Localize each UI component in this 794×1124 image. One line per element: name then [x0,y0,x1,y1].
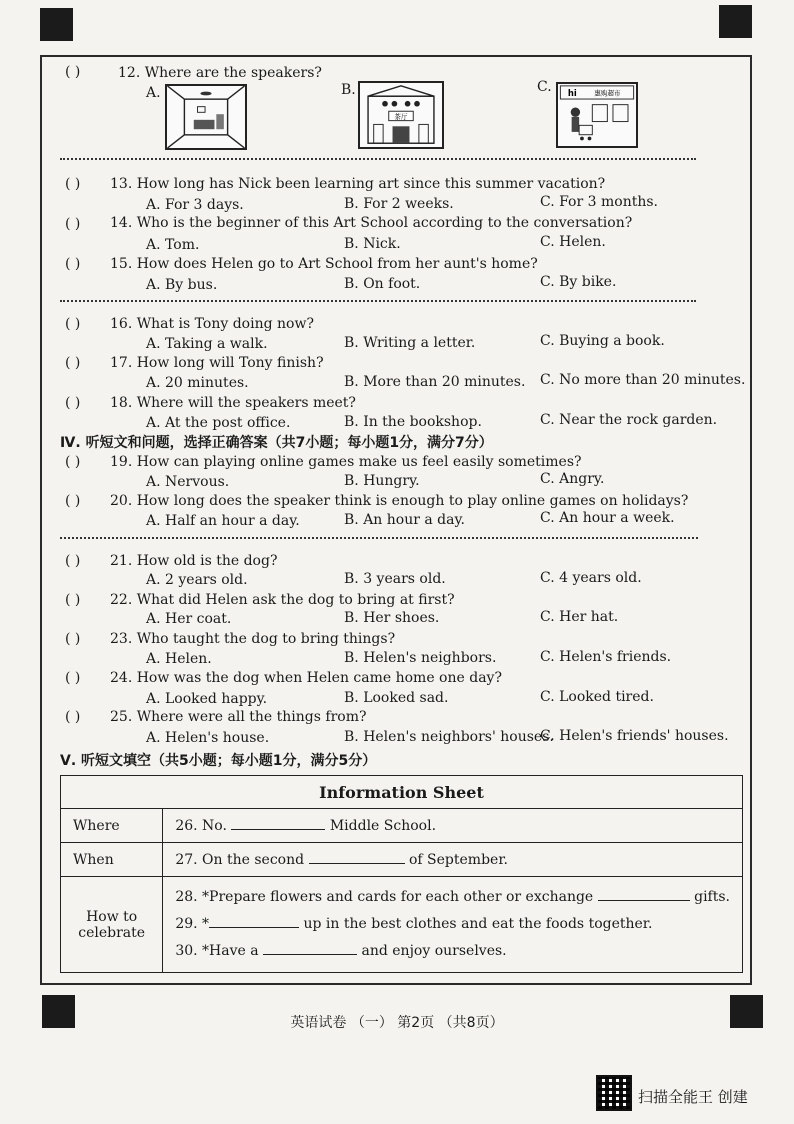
answer-blank-29[interactable] [209,915,299,928]
option-21a: A. 2 years old. [146,572,248,588]
option-16a: A. Taking a walk. [146,336,268,352]
answer-paren[interactable]: ( ) [65,176,81,192]
option-15a: A. By bus. [146,277,218,293]
when-text-a: 27. On the second [175,852,305,868]
question-24: 24. How was the dog when Helen came home one day? [110,670,502,686]
where-answer-cell [163,809,743,843]
option-24a: A. Looked happy. [146,691,268,707]
option-12b: B. [341,82,356,98]
when-text-b: of September. [409,852,508,868]
option-25a: A. Helen's house. [146,730,270,746]
answer-blank-26[interactable] [231,817,325,830]
answer-paren[interactable]: ( ) [65,592,81,608]
option-22a: A. Her coat. [146,611,232,627]
option-25c: C. Helen's friends' houses. [540,728,729,744]
answer-paren[interactable]: ( ) [65,316,81,332]
separator [60,537,698,539]
separator [60,300,696,302]
option-23c: C. Helen's friends. [540,649,672,665]
line-29-text-b: up in the best clothes and eat the foods together. [303,916,653,932]
section-5-heading: Ⅴ. 听短文填空（共5小题；每小题1分，满分5分） [60,753,377,769]
section-4-heading: Ⅳ. 听短文和问题，选择正确答案（共7小题；每小题1分，满分7分） [60,435,493,451]
where-text-b: Middle School. [329,818,437,834]
option-13b: B. For 2 weeks. [344,196,454,212]
restaurant-sign: 茶厅 [394,112,408,121]
option-16b: B. Writing a letter. [344,335,476,351]
option-17b: B. More than 20 minutes. [344,374,526,390]
answer-paren[interactable]: ( ) [65,670,81,686]
scanner-watermark: 扫描全能王 创建 [638,1088,748,1106]
option-18b: B. In the bookshop. [344,414,482,430]
line-29-text-a: 29. * [175,916,210,932]
question-23: 23. Who taught the dog to bring things? [110,631,396,647]
supermarket-logo: hi [567,88,577,99]
option-18c: C. Near the rock garden. [540,412,718,428]
where-label: Where [61,809,163,843]
option-20b: B. An hour a day. [344,512,465,528]
option-23a: A. Helen. [146,651,212,667]
option-18a: A. At the post office. [146,415,291,431]
question-25: 25. Where were all the things from? [110,709,367,725]
registration-mark-top-left [40,8,73,41]
picture-restaurant [358,81,444,149]
option-19a: A. Nervous. [146,474,230,490]
line-28-text-a: 28. *Prepare flowers and cards for each other or exchange [175,889,594,905]
option-20c: C. An hour a week. [540,510,675,526]
answer-paren[interactable]: ( ) [65,493,81,509]
option-16c: C. Buying a book. [540,333,665,349]
question-20: 20. How long does the speaker think is enough to play online games on holidays? [110,493,689,509]
answer-paren[interactable]: ( ) [65,454,81,470]
registration-mark-top-right [719,5,752,38]
option-23b: B. Helen's neighbors. [344,650,497,666]
option-15c: C. By bike. [540,274,617,290]
information-sheet [60,775,743,973]
answer-blank-30[interactable] [263,942,357,955]
question-17: 17. How long will Tony finish? [110,355,324,371]
supermarket-sign: 惠购超市 [594,89,621,98]
option-21b: B. 3 years old. [344,571,446,587]
separator [60,158,696,160]
answer-paren[interactable]: ( ) [65,553,81,569]
line-28-text-b: gifts. [694,889,730,905]
option-22b: B. Her shoes. [344,610,440,626]
line-30-text-b: and enjoy ourselves. [361,943,507,959]
when-label: When [61,843,163,877]
question-22: 22. What did Helen ask the dog to bring at first? [110,592,455,608]
answer-paren[interactable]: ( ) [65,216,81,232]
option-17c: C. No more than 20 minutes. [540,372,746,388]
option-22c: C. Her hat. [540,609,619,625]
option-12c: C. [537,79,552,95]
page-footer: 英语试卷 （一） 第2页 （共8页） [290,1015,504,1031]
question-14: 14. Who is the beginner of this Art School according to the conversation? [110,215,633,231]
answer-paren[interactable]: ( ) [65,355,81,371]
question-16: 16. What is Tony doing now? [110,316,314,332]
option-25b: B. Helen's neighbors' houses. [344,729,554,745]
option-20a: A. Half an hour a day. [146,513,300,529]
qr-code-icon [596,1075,632,1111]
option-12a: A. [146,85,161,101]
option-13a: A. For 3 days. [146,197,244,213]
question-19: 19. How can playing online games make us feel easily sometimes? [110,454,582,470]
option-17a: A. 20 minutes. [146,375,249,391]
line-30-text-a: 30. *Have a [175,943,259,959]
option-24b: B. Looked sad. [344,690,449,706]
answer-paren[interactable]: ( ) [65,256,81,272]
when-answer-cell [163,843,743,877]
question-15: 15. How does Helen go to Art School from her aunt's home? [110,256,538,272]
question-21: 21. How old is the dog? [110,553,278,569]
where-text-a: 26. No. [175,818,227,834]
picture-supermarket [556,82,638,148]
answer-paren[interactable]: ( ) [65,709,81,725]
how-label: How to celebrate [61,877,163,973]
answer-blank-27[interactable] [309,851,405,864]
question-13: 13. How long has Nick been learning art since this summer vacation? [110,176,606,192]
option-13c: C. For 3 months. [540,194,658,210]
option-14b: B. Nick. [344,236,401,252]
answer-paren[interactable]: ( ) [65,395,81,411]
option-19b: B. Hungry. [344,473,420,489]
option-21c: C. 4 years old. [540,570,642,586]
option-24c: C. Looked tired. [540,689,654,705]
question-18: 18. Where will the speakers meet? [110,395,356,411]
information-sheet-title: Information Sheet [61,776,743,809]
how-answer-cell [163,877,743,973]
answer-paren[interactable]: ( ) [65,631,81,647]
answer-paren[interactable]: ( ) [65,64,81,80]
option-14a: A. Tom. [146,237,200,253]
option-19c: C. Angry. [540,471,605,487]
answer-blank-28[interactable] [598,888,690,901]
option-15b: B. On foot. [344,276,421,292]
question-12: 12. Where are the speakers? [118,65,322,81]
picture-bedroom [165,84,247,150]
option-14c: C. Helen. [540,234,606,250]
